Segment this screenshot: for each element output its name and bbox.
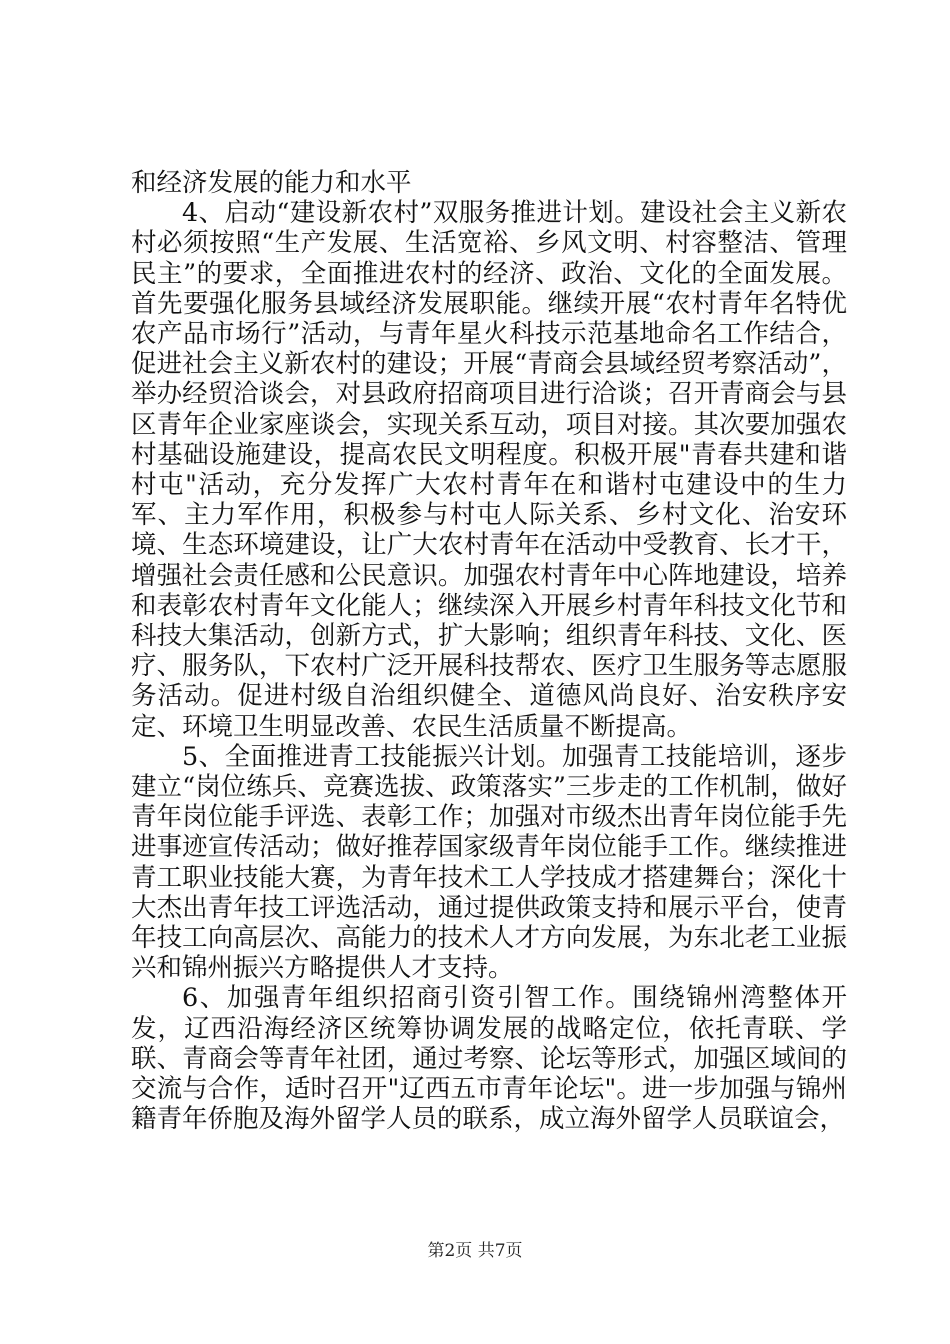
paragraph-item-6: 6、加强青年组织招商引资引智工作。围绕锦州湾整体开发，辽西沿海经济区统筹协调发展的战略定位，依托青联、学联、青商会等青年社团，通过考察、论坛等形式，加强区域间的交流与合作，适时召开"辽西五市青年论坛"。进一步加强与锦州籍青年侨胞及海外留学人员的联系，成立海外留学人员联谊会， [131, 983, 847, 1135]
page-number-footer: 第2页 共7页 [427, 1241, 523, 1261]
paragraph-item-5: 5、全面推进青工技能振兴计划。加强青工技能培训，逐步建立“岗位练兵、竞赛选拔、政策落实”三步走的工作机制，做好青年岗位能手评选、表彰工作；加强对市级杰出青年岗位能手先进事迹宣传活动；做好推荐国家级青年岗位能手工作。继续推进青工职业技能大赛，为青年技术工人学技成才搭建舞台；深化十大杰出青年技工评选活动，通过提供政策支持和展示平台，使青年技工向高层次、高能力的技术人才方向发展，为东北老工业振兴和锦州振兴方略提供人才支持。 [131, 741, 847, 984]
paragraph-continuation: 和经济发展的能力和水平 [131, 168, 412, 198]
paragraph-item-4: 4、启动“建设新农村”双服务推进计划。建设社会主义新农村必须按照“生产发展、生活宽裕、乡风文明、村容整洁、管理民主”的要求，全面推进农村的经济、政治、文化的全面发展。首先要强化服务县域经济发展职能。继续开展“农村青年名特优农产品市场行”活动，与青年星火科技示范基地命名工作结合，促进社会主义新农村的建设；开展“青商会县域经贸考察活动”，举办经贸洽谈会，对县政府招商项目进行洽谈；召开青商会与县区青年企业家座谈会，实现关系互动，项目对接。其次要加强农村基础设施建设，提高农民文明程度。积极开展"青春共建和谐村屯"活动，充分发挥广大农村青年在和谐村屯建设中的生力军、主力军作用，积极参与村屯人际关系、乡村文化、治安环境、生态环境建设，让广大农村青年在活动中受教育、长才干，增强社会责任感和公民意识。加强农村青年中心阵地建设，培养和表彰农村青年文化能人；继续深入开展乡村青年科技文化节和科技大集活动，创新方式，扩大影响；组织青年科技、文化、医疗、服务队，下农村广泛开展科技帮农、医疗卫生服务等志愿服务活动。促进村级自治组织健全、道德风尚良好、治安秩序安定、环境卫生明显改善、农民生活质量不断提高。 [131, 198, 847, 742]
document-body [131, 168, 847, 1135]
